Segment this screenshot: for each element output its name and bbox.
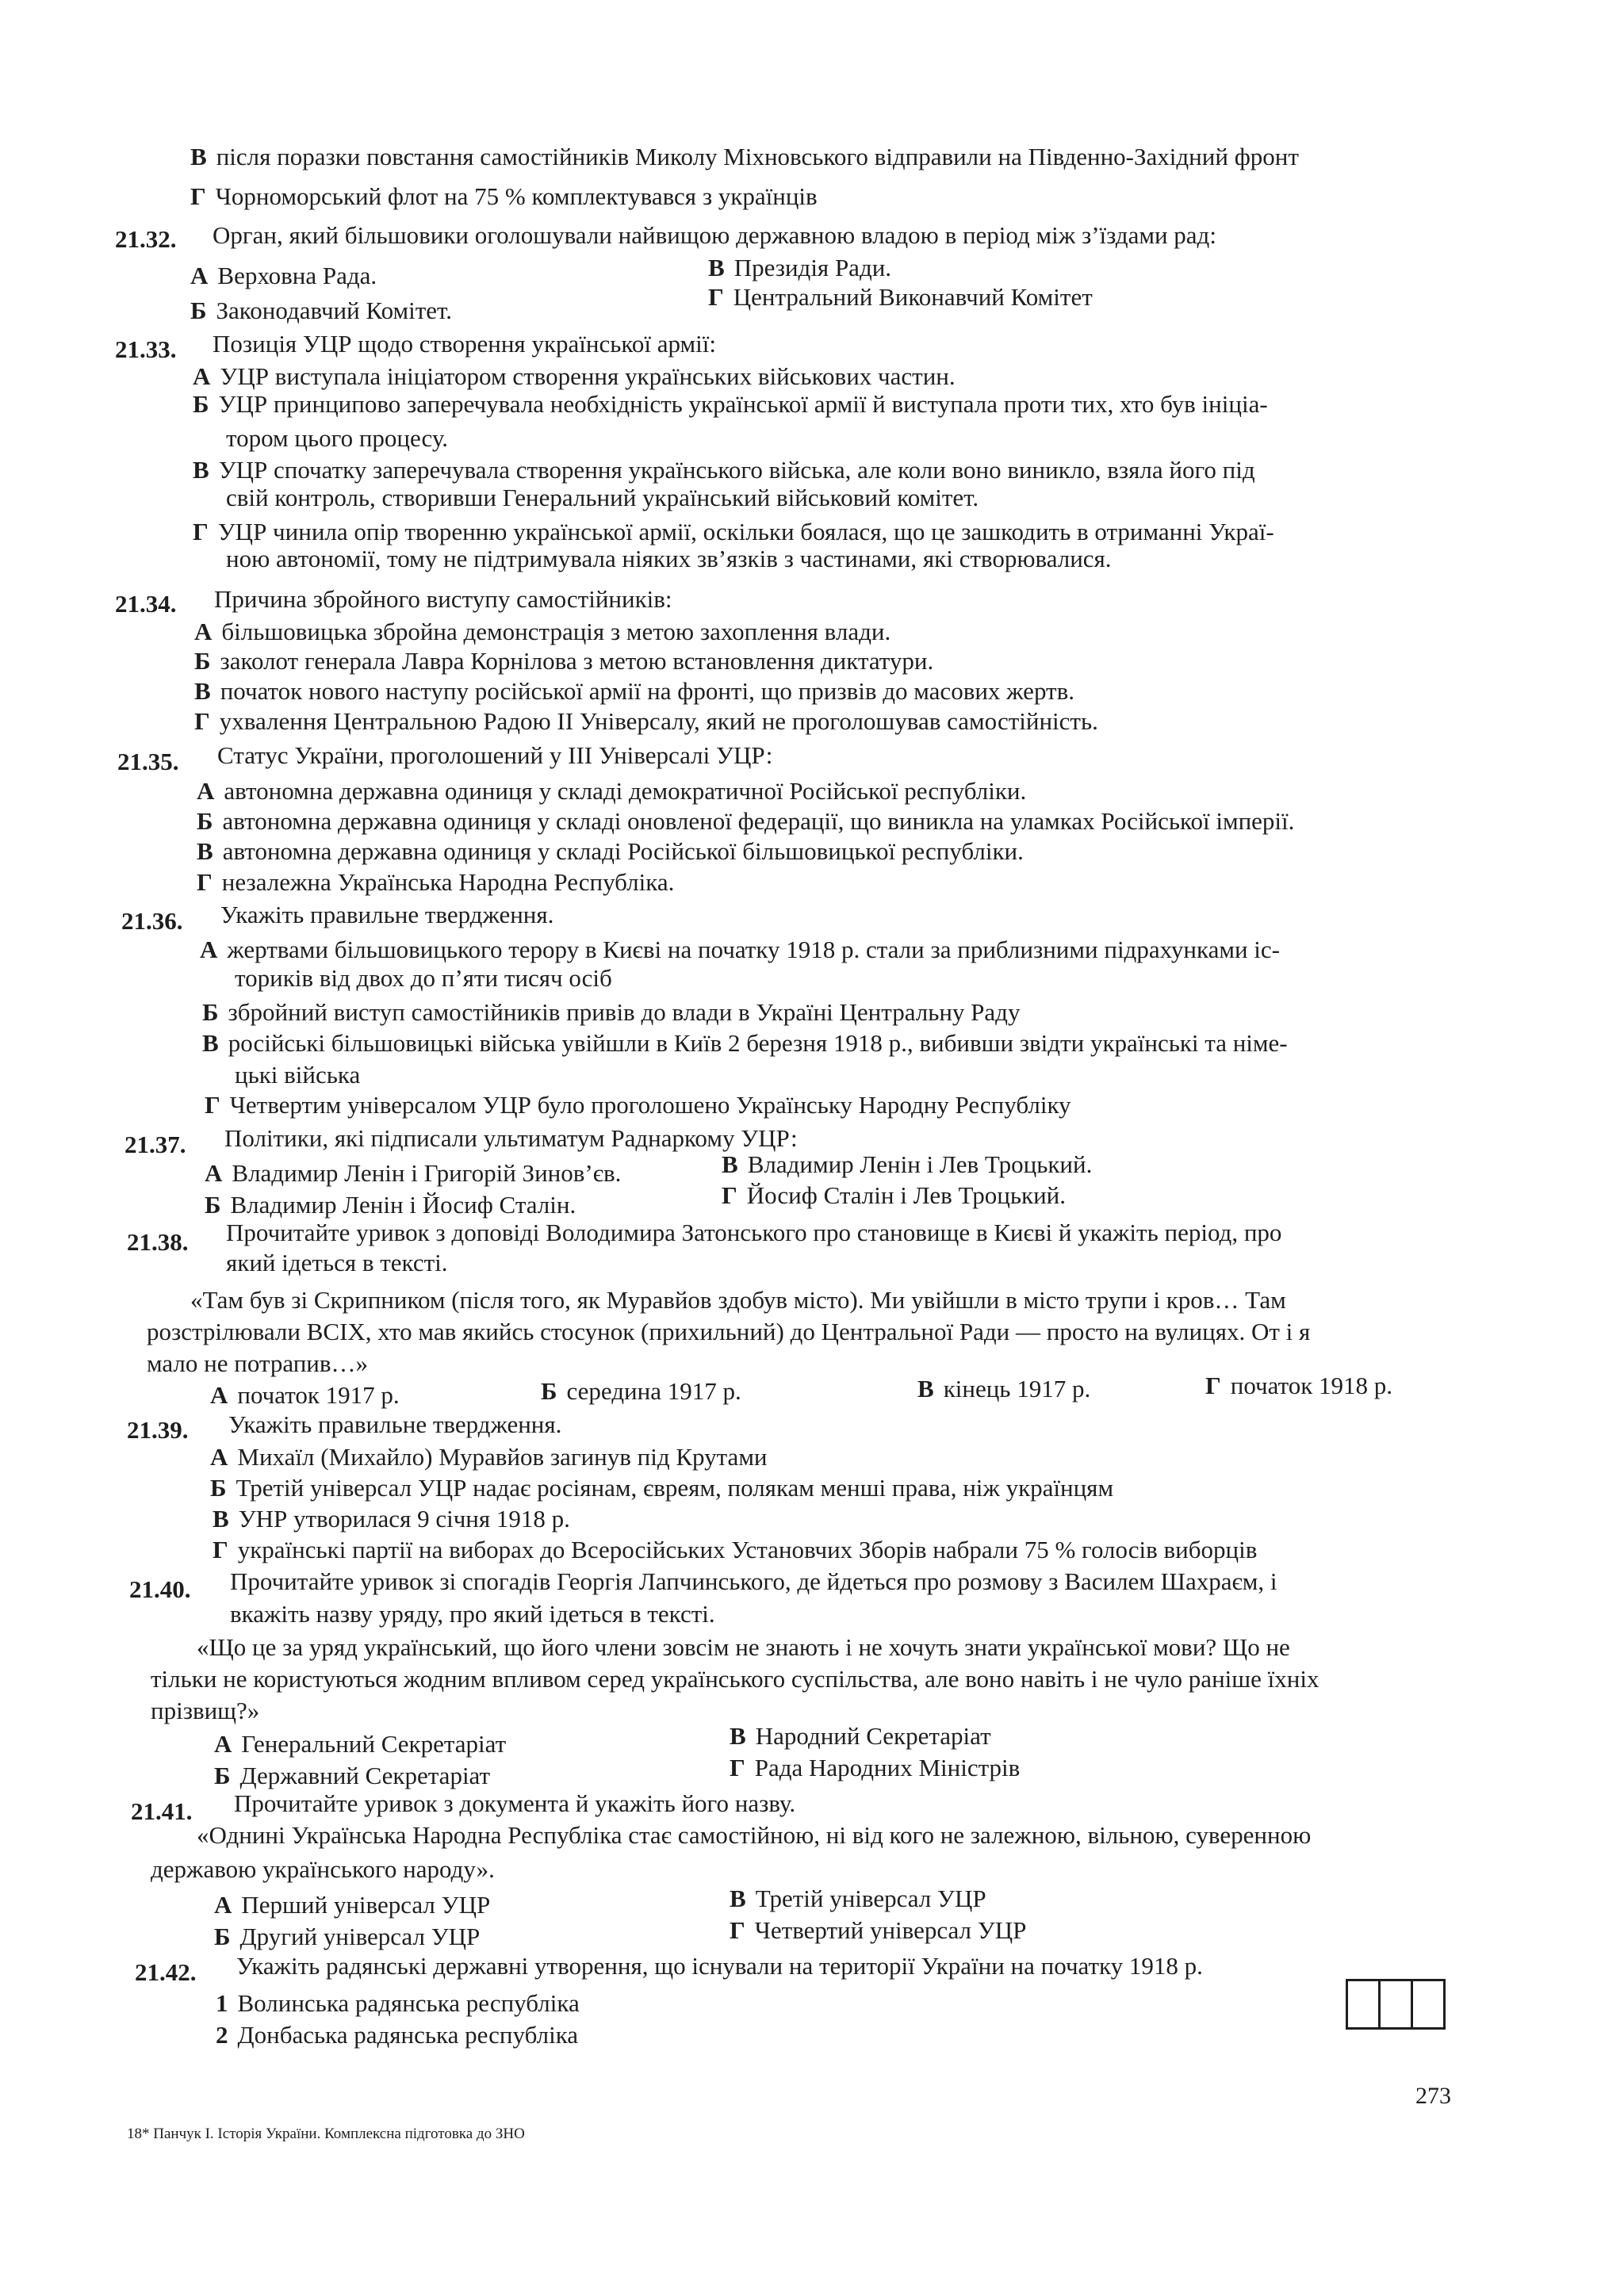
option-21-34-g: Г ухвалення Центральною Радою II Універсалу, який не проголошував самостійність. xyxy=(194,707,1098,735)
question-number-21-32: 21.32. xyxy=(115,225,177,253)
option-21-41-v: В Третій універсал УЦР xyxy=(730,1885,986,1912)
question-text-21-33: Позиція УЦР щодо створення української армії: xyxy=(213,330,716,358)
option-21-33-b-cont: тором цього процесу. xyxy=(226,424,449,452)
question-text-21-38-cont: який ідеться в тексті. xyxy=(226,1249,448,1276)
quote-21-41-line-2: державою українського народу». xyxy=(151,1855,495,1883)
question-text-21-41: Прочитайте уривок з документа й укажіть його назву. xyxy=(234,1789,796,1817)
option-21-39-a: А Михаїл (Михайло) Муравйов загинув під Крутами xyxy=(210,1443,768,1471)
option-21-32-b: Б Законодавчий Комітет. xyxy=(190,297,453,324)
option-21-33-v: В УЦР спочатку заперечувала створення українського війська, але коли воно виникло, взяла його під xyxy=(193,456,1255,484)
option-21-39-b: Б Третій універсал УЦР надає росіянам, євреям, полякам менші права, ніж українцям xyxy=(210,1474,1114,1502)
option-21-38-a: А початок 1917 р. xyxy=(210,1381,400,1409)
option-21-32-v: В Президія Ради. xyxy=(708,254,892,281)
option-21-33-v-cont: свій контроль, створивши Генеральний український військовий комітет. xyxy=(226,484,979,511)
question-text-21-40-cont: вкажіть назву уряду, про який ідеться в тексті. xyxy=(230,1600,715,1628)
quote-21-38-line-1: «Там був зі Скрипником (після того, як Муравйов здобув місто). Ми увійшли в місто трупи і кров… Там xyxy=(190,1286,1286,1314)
quote-21-41-line-1: «Однині Українська Народна Республіка стає самостійною, ні від кого не залежною, вільною, суверенною xyxy=(197,1821,1312,1849)
answer-boxes[interactable] xyxy=(1348,1979,1446,2030)
option-21-37-b: Б Владимир Ленін і Йосиф Сталін. xyxy=(205,1191,576,1219)
option-21-41-b: Б Другий універсал УЦР xyxy=(214,1923,481,1950)
question-number-21-35: 21.35. xyxy=(117,748,179,775)
question-text-21-38: Прочитайте уривок з доповіді Володимира Затонського про становище в Києві й укажіть період, про xyxy=(226,1219,1282,1246)
option-21-40-b: Б Державний Секретаріат xyxy=(214,1762,491,1789)
option-pre-g: Г Чорноморський флот на 75 % комплектувався з українців xyxy=(190,182,818,210)
answer-box[interactable] xyxy=(1411,1979,1446,2030)
question-text-21-42: Укажіть радянські державні утворення, що існували на території України на початку 1918 р. xyxy=(236,1952,1203,1980)
question-number-21-33: 21.33. xyxy=(115,335,177,363)
option-21-35-v: В автономна державна одиниця у складі Російської більшовицької республіки. xyxy=(197,837,1024,865)
option-21-36-a: А жертвами більшовицького терору в Києві на початку 1918 р. стали за приблизними підрахунками іс- xyxy=(200,936,1281,963)
option-21-36-b: Б збройний виступ самостійників привів до влади в Україні Центральну Раду xyxy=(202,998,1021,1026)
list-item-21-42-2: 2 Донбаська радянська республіка xyxy=(216,2021,579,2049)
option-21-41-g: Г Четвертий універсал УЦР xyxy=(730,1916,1027,1944)
list-item-21-42-1: 1 Волинська радянська республіка xyxy=(216,1989,580,2017)
option-21-34-b: Б заколот генерала Лавра Корнілова з метою встановлення диктатури. xyxy=(194,647,934,675)
option-21-34-a: А більшовицька збройна демонстрація з метою захоплення влади. xyxy=(194,618,891,645)
option-21-32-g: Г Центральний Виконавчий Комітет xyxy=(708,283,1093,311)
option-21-38-v: В кінець 1917 р. xyxy=(917,1375,1091,1402)
option-21-38-g: Г початок 1918 р. xyxy=(1205,1372,1393,1399)
option-21-39-v: В УНР утворилася 9 січня 1918 р. xyxy=(213,1505,570,1533)
question-text-21-34: Причина збройного виступу самостійників: xyxy=(214,585,672,613)
question-number-21-42: 21.42. xyxy=(135,1958,197,1986)
question-number-21-41: 21.41. xyxy=(131,1797,193,1825)
option-21-33-a: А УЦР виступала ініціатором створення українських військових частин. xyxy=(193,362,956,390)
question-number-21-39: 21.39. xyxy=(127,1416,189,1444)
answer-box[interactable] xyxy=(1378,1979,1413,2030)
option-21-35-g: Г незалежна Українська Народна Республіка. xyxy=(197,868,675,896)
question-number-21-36: 21.36. xyxy=(121,907,183,935)
option-21-40-g: Г Рада Народних Міністрів xyxy=(730,1754,1021,1781)
option-21-41-a: А Перший універсал УЦР xyxy=(214,1891,491,1919)
option-21-35-b: Б автономна державна одиниця у складі оновленої федерації, що виникла на уламках Російської імперії. xyxy=(197,807,1295,835)
option-21-36-v: В російські більшовицькі війська увійшли в Київ 2 березня 1918 р., вибивши звідти українські та німе- xyxy=(202,1029,1288,1057)
quote-21-38-line-3: мало не потрапив…» xyxy=(147,1349,369,1377)
option-21-35-a: А автономна державна одиниця у складі демократичної Російської республіки. xyxy=(197,777,1027,805)
option-21-37-v: В Владимир Ленін і Лев Троцький. xyxy=(722,1150,1093,1178)
quote-21-40-line-3: прізвищ?» xyxy=(151,1697,260,1724)
quote-21-38-line-2: розстрілювали ВСІХ, хто мав якийсь стосунок (прихильний) до Центральної Ради — просто на вулицях. От і я xyxy=(147,1318,1311,1345)
option-21-33-b: Б УЦР принципово заперечувала необхідність української армії й виступала проти тих, хто був ініціа- xyxy=(193,390,1268,418)
question-text-21-37: Політики, які підписали ультиматум Раднаркому УЦР: xyxy=(224,1124,798,1152)
question-text-21-36: Укажіть правильне твердження. xyxy=(220,901,554,928)
option-21-36-v-cont: цькі війська xyxy=(235,1061,361,1089)
question-number-21-34: 21.34. xyxy=(115,590,177,618)
option-21-36-a-cont: ториків від двох до п’яти тисяч осіб xyxy=(235,964,612,992)
option-21-32-a: А Верховна Рада. xyxy=(190,262,377,289)
answer-box[interactable] xyxy=(1346,1979,1381,2030)
question-text-21-35: Статус України, проголошений у III Універсалі УЦР: xyxy=(217,741,773,769)
option-21-33-g: Г УЦР чинила опір творенню української армії, оскільки боялася, що це зашкодить в отриманні Украї- xyxy=(193,518,1274,545)
option-21-40-a: А Генеральний Секретаріат xyxy=(214,1730,507,1758)
question-number-21-40: 21.40. xyxy=(129,1575,191,1603)
question-text-21-39: Укажіть правильне твердження. xyxy=(228,1410,562,1438)
option-21-40-v: В Народний Секретаріат xyxy=(730,1722,991,1750)
question-text-21-40: Прочитайте уривок зі спогадів Георгія Лапчинського, де йдеться про розмову з Василем Шахраєм, і xyxy=(230,1567,1277,1595)
option-21-34-v: В початок нового наступу російської армії на фронті, що призвів до масових жертв. xyxy=(194,677,1074,705)
footer-text: 18* Панчук І. Історія України. Комплексна підготовка до ЗНО xyxy=(127,2126,525,2142)
quote-21-40-line-2: тільки не користуються жодним впливом серед українського суспільства, але воно навіть і не чуло раніше їхніх xyxy=(151,1665,1320,1693)
quote-21-40-line-1: «Що це за уряд український, що його члени зовсім не знають і не хочуть знати української мови? Що не xyxy=(197,1633,1290,1661)
option-21-37-a: А Владимир Ленін і Григорій Зинов’єв. xyxy=(205,1159,622,1187)
question-text-21-32: Орган, який більшовики оголошували найвищою державною владою в період між з’їздами рад: xyxy=(213,221,1216,249)
question-number-21-37: 21.37. xyxy=(124,1131,186,1158)
option-21-33-g-cont: ною автономії, тому не підтримувала ніяких зв’язків з частинами, які створювалися. xyxy=(226,545,1112,572)
option-21-38-b: Б середина 1917 р. xyxy=(541,1377,741,1405)
question-number-21-38: 21.38. xyxy=(127,1228,189,1256)
option-pre-v: В після поразки повстання самостійників Миколу Міхновського відправили на Південно-Західний фронт xyxy=(190,143,1299,170)
option-21-39-g: Г українські партії на виборах до Всеросійських Установчих Зборів набрали 75 % голосів виборців xyxy=(213,1536,1258,1563)
option-21-36-g: Г Четвертим універсалом УЦР було проголошено Українську Народну Республіку xyxy=(205,1091,1071,1119)
option-21-37-g: Г Йосиф Сталін і Лев Троцький. xyxy=(722,1181,1067,1209)
page-number: 273 xyxy=(1415,2083,1451,2109)
